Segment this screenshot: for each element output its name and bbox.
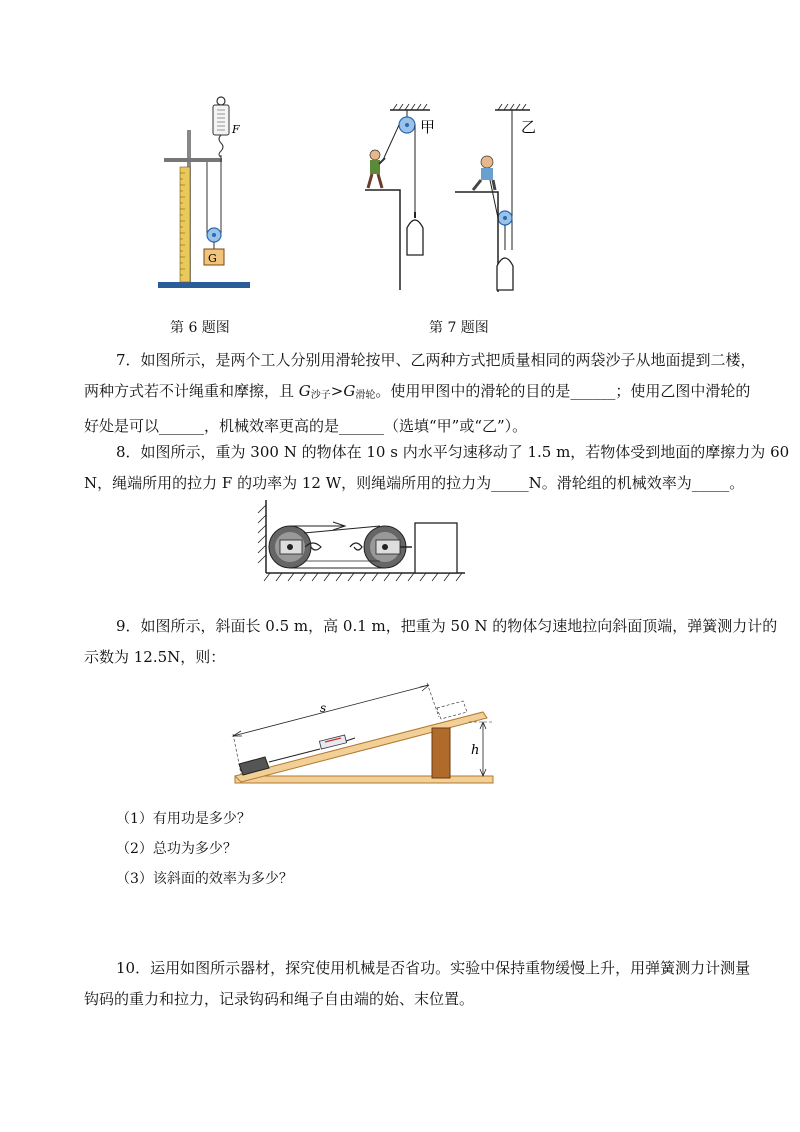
figure-9-inclined-plane	[225, 672, 505, 790]
block	[415, 523, 457, 573]
support-block	[432, 728, 450, 778]
worker-yi-head	[481, 156, 493, 168]
label-jia: 甲	[420, 118, 436, 136]
weight-label: G	[208, 252, 217, 265]
figure-6-caption: 第 6 题图	[170, 320, 230, 336]
q7-line-1: 7．如图所示，是两个工人分别用滑轮按甲、乙两种方式把质量相同的两袋沙子从地面提到二楼，	[116, 351, 756, 369]
label-yi: 乙	[521, 118, 537, 136]
question-7	[116, 345, 756, 376]
question-8	[116, 437, 790, 468]
figure-6-pulley-stand	[150, 95, 260, 300]
ruler	[180, 167, 190, 282]
figure-7-caption: 第 7 题图	[429, 320, 489, 336]
question-7-cont	[84, 376, 751, 442]
q7-line-3: 好处是可以______，机械效率更高的是______（选填“甲”或“乙”）。	[84, 417, 528, 435]
q9-sub-3: （3）该斜面的效率为多少？	[116, 871, 293, 887]
q9-line-1: 9．如图所示，斜面长 0.5 m，高 0.1 m，把重为 50 N 的物体匀速地拉向斜面顶端，弹簧测力计的	[116, 617, 778, 635]
question-10-cont	[84, 984, 724, 1015]
q8-line-1: 8．如图所示，重为 300 N 的物体在 10 s 内水平匀速移动了 1.5 m，若物体受到地面的摩擦力为 60	[116, 443, 790, 461]
question-9-cont	[84, 642, 724, 673]
spring-scale	[213, 105, 229, 135]
sandbag-yi	[497, 258, 513, 290]
q9-sub-1: （1）有用功是多少？	[116, 811, 251, 827]
label-h: h	[471, 743, 480, 758]
question-10	[116, 953, 751, 984]
stand-base	[158, 282, 250, 288]
sandbag-jia	[407, 220, 423, 255]
q9-line-2: 示数为 12.5N，则：	[84, 648, 226, 666]
figure-8-horizontal-pulley	[250, 495, 470, 587]
q10-line-1: 10．运用如图所示器材，探究使用机械是否省功。实验中保持重物缓慢上升，用弹簧测力计测量	[116, 959, 751, 977]
q8-line-2: N，绳端所用的拉力 F 的功率为 12 W，则绳端所用的拉力为_____N。滑轮组的机械效率为_____。	[84, 474, 745, 492]
stand-arm	[164, 158, 222, 162]
question-9	[116, 611, 778, 642]
base-board	[235, 776, 493, 783]
force-label: F	[232, 123, 240, 136]
label-s: s	[320, 701, 327, 715]
q10-line-2: 钩码的重力和拉力，记录钩码和绳子自由端的始、末位置。	[84, 990, 475, 1008]
q7-line-2: 两种方式若不计绳重和摩擦，且 $G_{沙子}>G_{滑轮}$。使用甲图中的滑轮的目的是______；使用乙图中滑轮的	[84, 382, 751, 401]
figure-7-workers-pulleys	[355, 100, 565, 295]
spring-scale-incline	[319, 735, 346, 749]
worker-jia-head	[370, 150, 380, 160]
q9-sub-2: （2）总功为多少？	[116, 841, 237, 857]
